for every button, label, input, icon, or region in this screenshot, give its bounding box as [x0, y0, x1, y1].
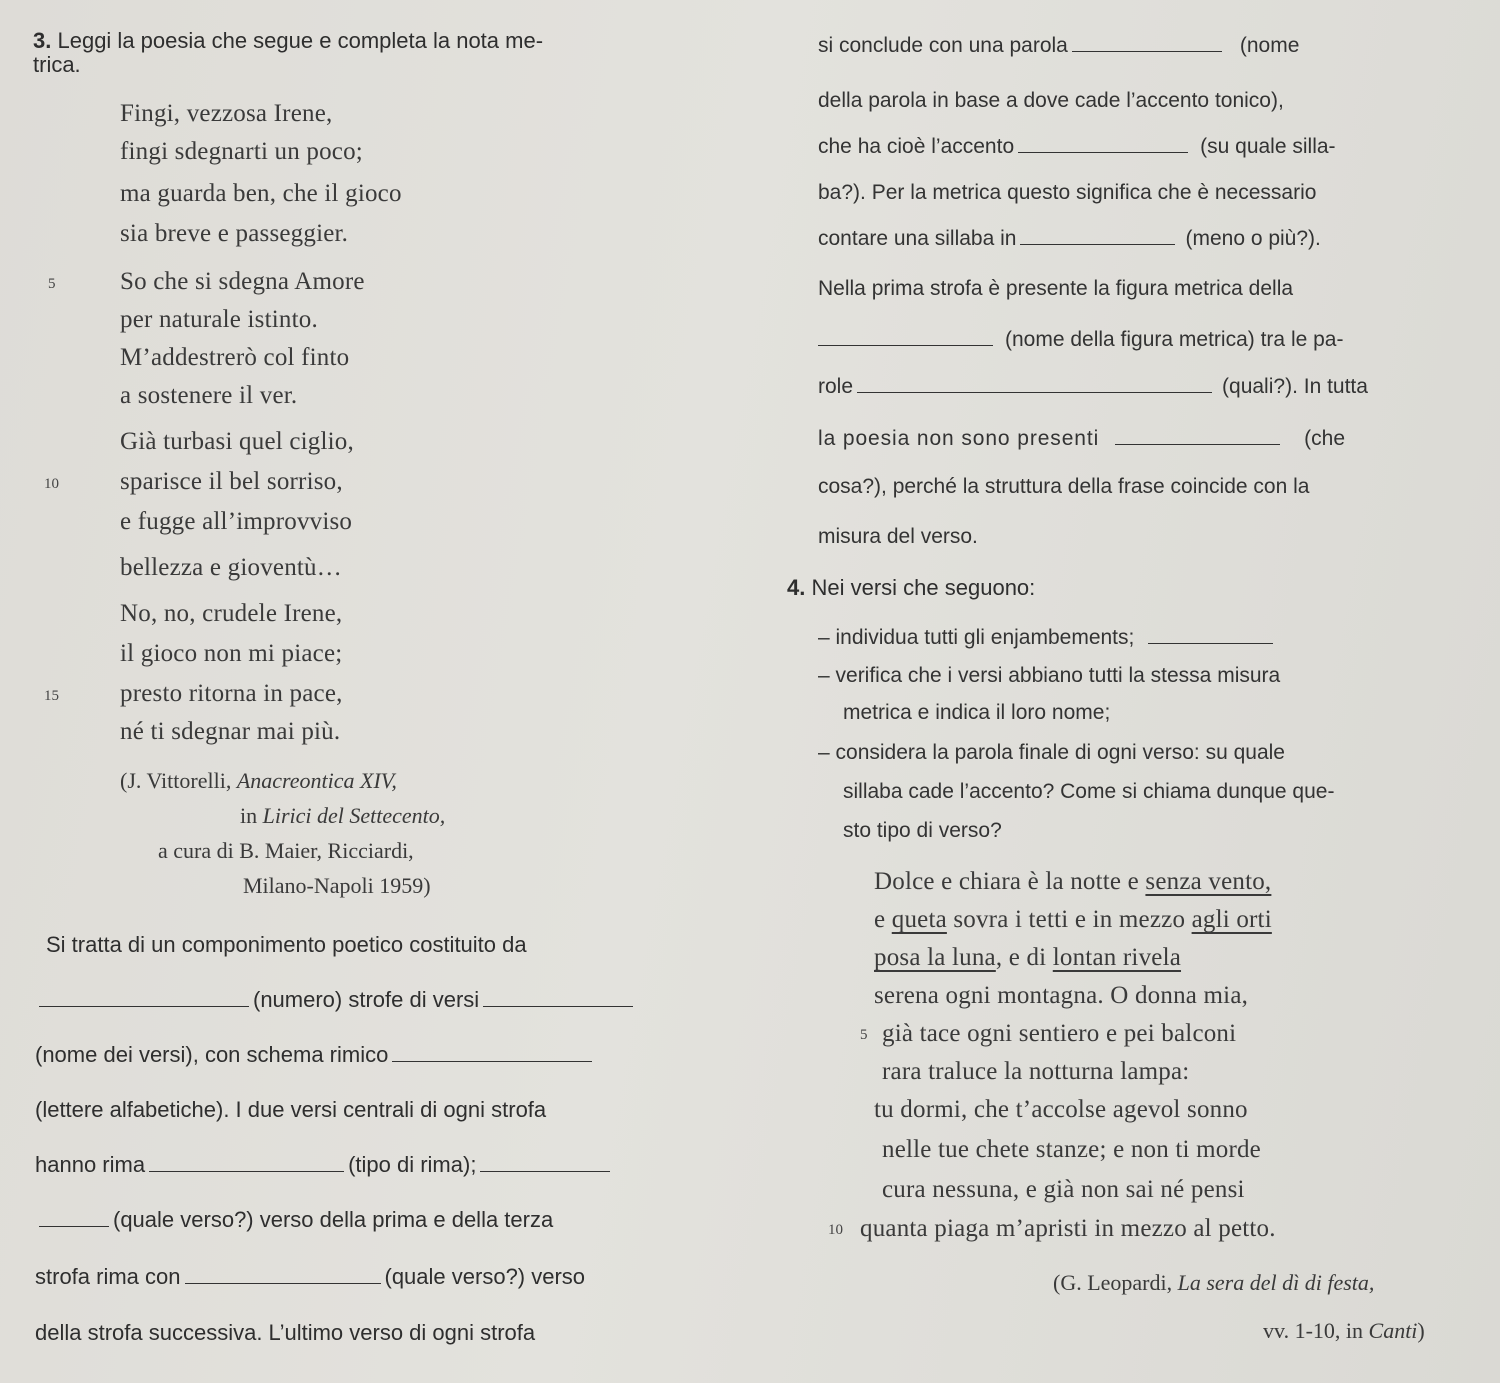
- poem-source-line-4: Milano-Napoli 1959): [243, 873, 431, 898]
- note-left-text-2: (numero) strofe di versi: [253, 987, 480, 1012]
- exercise-4-title: [787, 575, 1035, 601]
- note-right-line-5: [818, 227, 1321, 251]
- note-left-line-8: della strofa successiva. L’ultimo verso di ogni strofa: [35, 1320, 536, 1345]
- leopardi-verse-7: tu dormi, che t’accolse agevol sonno: [874, 1096, 1248, 1123]
- poem-line-number: 15: [44, 688, 59, 704]
- leopardi-verse-8: nelle tue chete stanze; e non ti morde: [882, 1136, 1261, 1163]
- blank-words[interactable]: [857, 391, 1212, 393]
- exercise-4-item-4: – considera la parola finale di ogni verso: su quale: [818, 741, 1285, 764]
- poem-line: sparisce il bel sorriso,: [120, 468, 343, 495]
- blank-metric-figure[interactable]: [818, 344, 993, 346]
- verse-3-b: , e di: [995, 944, 1053, 971]
- note-right-line-11: misura del verso.: [818, 525, 978, 548]
- exercise-4-number: 4.: [787, 575, 806, 600]
- note-left-text-6: (quale verso?) verso della prima e della terza: [113, 1207, 554, 1232]
- leopardi-source-line-2: [1263, 1318, 1425, 1344]
- note-left-text-7a: strofa rima con: [35, 1264, 181, 1289]
- leopardi-verse-9: cura nessuna, e già non sai né pensi: [882, 1176, 1245, 1203]
- note-right-line-7: [818, 328, 1343, 352]
- exercise-3-number: 3.: [33, 28, 52, 53]
- leopardi-verse-1: [874, 868, 1271, 896]
- exercise-3-title-line-2: trica.: [33, 52, 81, 77]
- poem-line: a sostenere il ver.: [120, 382, 298, 409]
- note-right-line-10: cosa?), perché la struttura della frase coincide con la: [818, 475, 1310, 498]
- verse-2-underlined-2: agli orti: [1191, 906, 1272, 933]
- note-right-text-1b: (nome: [1239, 34, 1300, 57]
- leopardi-verse-5: già tace ogni sentiero e pei balconi: [882, 1020, 1237, 1047]
- leopardi-verse-number-10: 10: [828, 1222, 843, 1238]
- note-right-line-3: [818, 135, 1336, 159]
- leopardi-verse-3: [874, 944, 1181, 972]
- note-right-line-2: della parola in base a dove cade l’accento tonico),: [818, 89, 1284, 112]
- poem-source-line-2: [240, 803, 445, 829]
- poem-line: Già turbasi quel ciglio,: [120, 428, 354, 455]
- leopardi-verse-10: quanta piaga m’apristi in mezzo al petto.: [860, 1215, 1276, 1242]
- verse-3-underlined-1: posa la luna: [874, 944, 996, 971]
- note-left-line-5: [35, 1152, 614, 1178]
- note-right-line-6: Nella prima strofa è presente la figura metrica della: [818, 277, 1294, 300]
- note-left-text-3: (nome dei versi), con schema rimico: [35, 1042, 389, 1067]
- verse-2-c: sovra i tetti e in mezzo: [946, 906, 1192, 933]
- poem-line: presto ritorna in pace,: [120, 680, 343, 707]
- exercise-4-item-2: – verifica che i versi abbiano tutti la stessa misura: [818, 664, 1281, 687]
- note-left-line-6: [35, 1207, 553, 1233]
- verse-2-underlined-1: queta: [891, 906, 947, 933]
- exercise-3-title-line-1: Leggi la poesia che segue e completa la nota me-: [57, 28, 544, 53]
- source-in: in: [240, 803, 263, 828]
- note-left-line-4: (lettere alfabetiche). I due versi centrali di ogni strofa: [35, 1097, 547, 1122]
- blank-more-less[interactable]: [1020, 243, 1175, 245]
- note-right-text-9b: (che: [1304, 427, 1346, 450]
- poem-line: No, no, crudele Irene,: [120, 600, 343, 627]
- blank-verse-c[interactable]: [185, 1282, 381, 1284]
- verse-1-underlined: senza vento,: [1145, 868, 1272, 895]
- source-author: (J. Vittorelli,: [120, 768, 237, 793]
- note-left-line-1: Si tratta di un componimento poetico costituito da: [46, 932, 527, 957]
- leopardi-source-paren: ): [1417, 1318, 1425, 1343]
- poem-line: per naturale istinto.: [120, 306, 318, 333]
- blank-accent-syllable[interactable]: [1018, 151, 1188, 153]
- note-right-text-8a: role: [818, 375, 854, 398]
- source-anthology: Lirici del Settecento,: [262, 803, 446, 828]
- note-left-line-2: [35, 987, 637, 1013]
- blank-rhyme-scheme[interactable]: [392, 1060, 592, 1062]
- poem-line: bellezza e gioventù…: [120, 554, 342, 581]
- leopardi-verse-6: rara traluce la notturna lampa:: [882, 1058, 1190, 1085]
- verse-2-a: e: [874, 906, 892, 933]
- note-right-text-9a: la poesia non sono presenti: [818, 427, 1100, 450]
- note-left-text-5b: (tipo di rima);: [348, 1152, 477, 1177]
- source-work: Anacreontica XIV,: [236, 768, 397, 793]
- exercise-4-item-1: [818, 626, 1277, 650]
- note-left-text-7b: (quale verso?) verso: [384, 1264, 586, 1289]
- poem-line: So che si sdegna Amore: [120, 268, 365, 295]
- blank-strophe-number[interactable]: [39, 1005, 249, 1007]
- blank-verse-name[interactable]: [483, 1005, 633, 1007]
- note-right-line-1: [818, 34, 1299, 58]
- leopardi-verse-4: serena ogni montagna. O donna mia,: [874, 982, 1249, 1009]
- note-left-line-3: [35, 1042, 596, 1068]
- leopardi-source-author: (G. Leopardi,: [1053, 1270, 1178, 1295]
- note-right-text-5a: contare una sillaba in: [818, 227, 1017, 250]
- exercise-4-item-6: sto tipo di verso?: [843, 819, 1002, 842]
- note-right-text-3a: che ha cioè l’accento: [818, 135, 1015, 158]
- poem-line-number: 10: [44, 476, 59, 492]
- leopardi-source-book: Canti: [1368, 1318, 1418, 1343]
- note-right-text-3b: (su quale silla-: [1200, 135, 1336, 158]
- note-left-line-7: [35, 1264, 585, 1290]
- note-right-text-8b: (quali?). In tutta: [1222, 375, 1368, 398]
- exercise-3-title: [33, 28, 543, 54]
- poem-line: e fugge all’improvviso: [120, 508, 353, 535]
- item-1-text: – individua tutti gli enjambements;: [818, 626, 1135, 649]
- note-right-line-8: [818, 375, 1368, 399]
- poem-source-line-3: a cura di B. Maier, Ricciardi,: [158, 838, 414, 863]
- poem-line: sia breve e passeggier.: [120, 220, 349, 247]
- exercise-4-item-3: metrica e indica il loro nome;: [843, 701, 1111, 724]
- poem-line: né ti sdegnar mai più.: [120, 718, 341, 745]
- poem-line: Fingi, vezzosa Irene,: [120, 100, 333, 127]
- blank-verse-a[interactable]: [480, 1170, 610, 1172]
- note-left-text-5a: hanno rima: [35, 1152, 146, 1177]
- poem-line: M’addestrerò col finto: [120, 344, 350, 371]
- poem-line-number: 5: [48, 276, 56, 292]
- blank-rhyme-type[interactable]: [149, 1170, 344, 1172]
- leopardi-verse-2: [874, 906, 1272, 934]
- leopardi-source-verses: vv. 1-10, in: [1263, 1318, 1369, 1343]
- note-right-text-7: (nome della figura metrica) tra le pa-: [1005, 328, 1344, 351]
- poem-source-line-1: [120, 768, 397, 794]
- leopardi-source-title: La sera del dì di festa,: [1177, 1270, 1375, 1295]
- blank-word-type[interactable]: [1072, 50, 1222, 52]
- poem-line: fingi sdegnarti un poco;: [120, 138, 363, 165]
- blank-verse-b[interactable]: [39, 1225, 109, 1227]
- poem-line: il gioco non mi piace;: [120, 640, 343, 667]
- verse-3-underlined-2: lontan rivela: [1052, 944, 1182, 971]
- note-right-text-5b: (meno o più?).: [1185, 227, 1321, 250]
- note-right-line-4: ba?). Per la metrica questo significa che è necessario: [818, 181, 1317, 204]
- blank-absent-thing[interactable]: [1115, 443, 1280, 445]
- blank-enjambements[interactable]: [1148, 642, 1273, 644]
- exercise-4-item-5: sillaba cade l’accento? Come si chiama dunque que-: [843, 780, 1335, 803]
- note-right-line-9: [818, 427, 1345, 451]
- leopardi-verse-number-5: 5: [860, 1027, 868, 1043]
- verse-1-a: Dolce e chiara è la notte e: [874, 868, 1146, 895]
- exercise-4-title-text: Nei versi che seguono:: [811, 575, 1036, 600]
- leopardi-source-line-1: [1053, 1270, 1374, 1296]
- poem-line: ma guarda ben, che il gioco: [120, 180, 402, 207]
- note-right-text-1a: si conclude con una parola: [818, 34, 1068, 57]
